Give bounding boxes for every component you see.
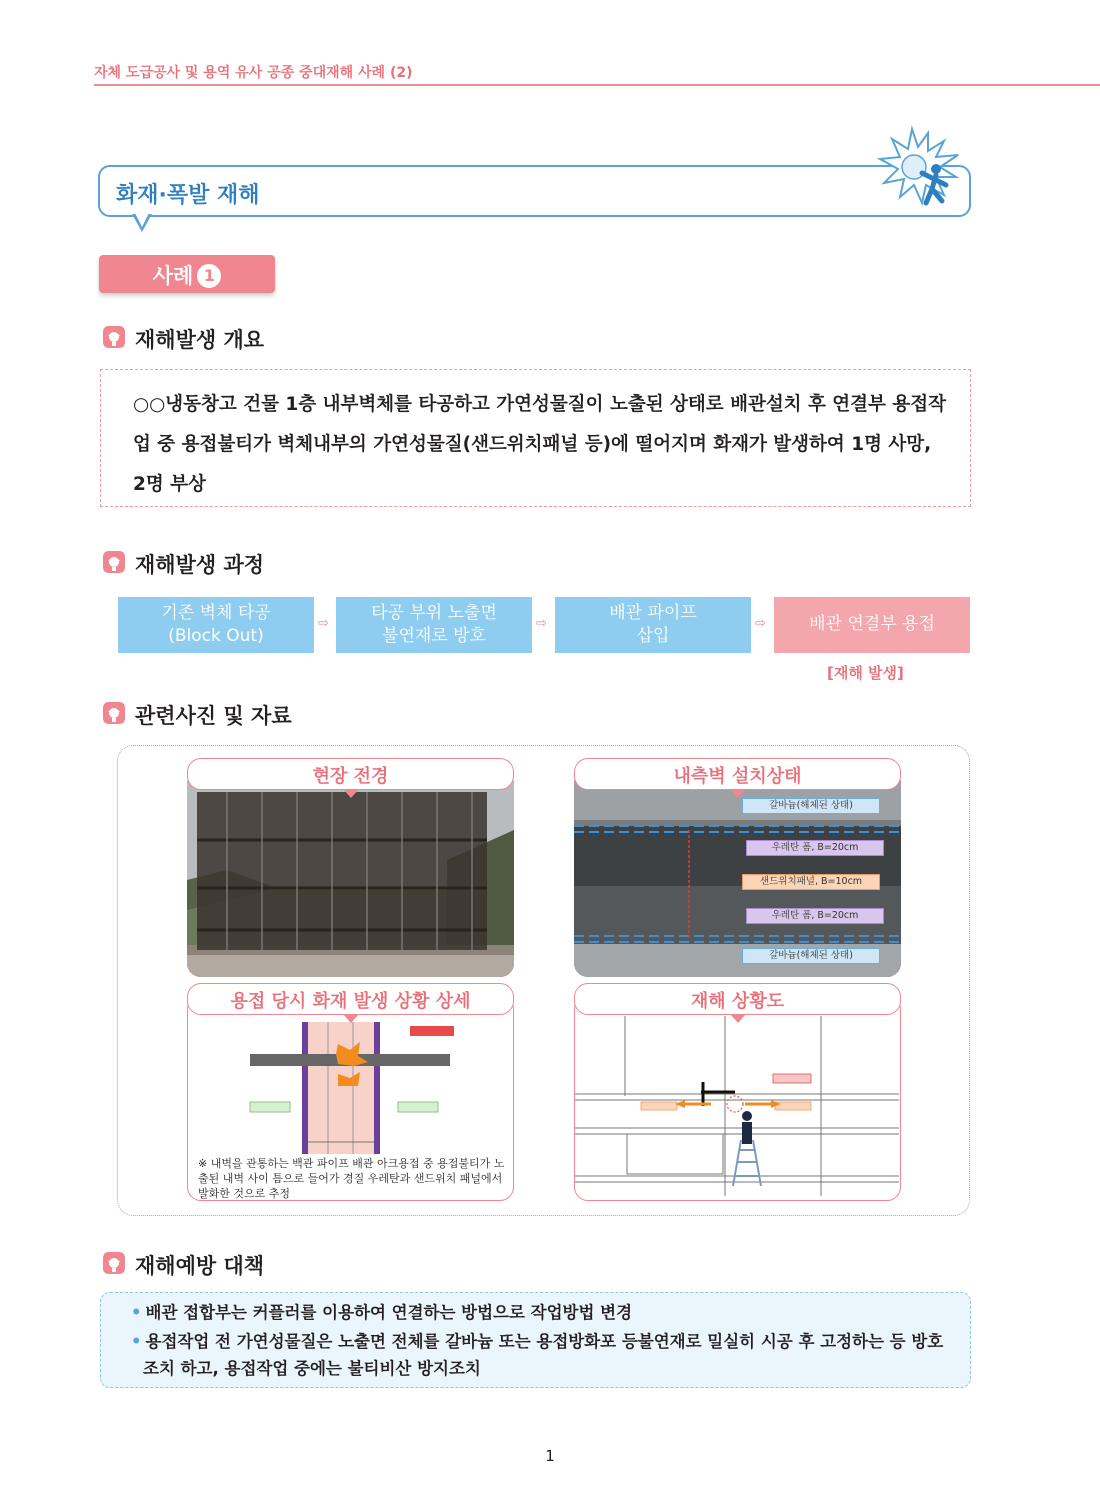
measure-item-2-text: 용접작업 전 가연성물질은 노출면 전체를 갈바늄 또는 용접방화포 등불연재로 밀실히 시공 후 고정하는 등 방호조치 하고, 용접작업 중에는 불티비산 방지조치 (143, 1332, 944, 1378)
process-step-3 (555, 597, 751, 653)
process-step-4 (774, 597, 970, 653)
site-view-caption-text: 현장 전경 (312, 766, 389, 787)
process-arrow-icon: ⇨ (755, 616, 766, 631)
worker-head-icon (103, 551, 125, 573)
situation-map-caption (574, 983, 901, 1015)
process-step-3-line2: 삽입 (636, 626, 670, 646)
fire-detail-note: ※ 내벽을 관통하는 백관 파이프 배관 아크용접 중 용접불티가 노출된 내벽 사이 틈으로 들어가 경질 우레탄과 샌드위치 패널에서 발화한 것으로 추정 (198, 1157, 505, 1200)
process-arrow-icon: ⇨ (318, 616, 329, 631)
situation-map-caption-text: 재해 상황도 (690, 991, 785, 1012)
process-step-1-line1: 기존 벽체 타공 (161, 603, 271, 623)
measure-item-2 (131, 1328, 951, 1382)
inner-wall-caption-text: 내측벽 설치상태 (673, 766, 802, 787)
fire-detail-caption (187, 983, 514, 1015)
inner-wall-caption (574, 758, 901, 790)
accident-floor-plan (575, 1016, 899, 1196)
overview-text: ○○냉동창고 건물 1층 내부벽체를 타공하고 가연성물질이 노출된 상태로 배관설치 후 연결부 용접작업 중 용접불티가 벽체내부의 가연성물질(샌드위치패널 등)에 떨어지며 화재가 발생하여 1명 사망, 2명 부상 (133, 394, 946, 495)
case-tab-label: 사례 (152, 264, 194, 288)
process-step-1-line2: (Block Out) (168, 626, 264, 646)
case-number-badge: 1 (197, 264, 221, 288)
header-rule (94, 84, 1100, 86)
site-view-photo (187, 770, 514, 977)
overview-box (100, 369, 971, 507)
photos-heading-text: 관련사진 및 자료 (135, 704, 292, 728)
wall-label-4: 우레탄 폼, B=20cm (746, 908, 884, 924)
process-step-2-line2: 불연재로 방호 (382, 626, 486, 646)
process-step-4-line1: 배관 연결부 용접 (809, 614, 935, 634)
bullet-icon: • (131, 1332, 142, 1351)
wall-label-2: 우레탄 폼, B=20cm (746, 840, 884, 856)
measure-item-1 (131, 1299, 951, 1326)
wall-label-3: 샌드위치패널, B=10cm (742, 874, 880, 890)
measures-box (100, 1292, 971, 1388)
wall-label-5: 갈바늄(해체된 상태) (742, 948, 880, 964)
caption-pointer (343, 1014, 359, 1023)
measures-heading-text: 재해예방 대책 (135, 1254, 265, 1278)
case-tab-content (99, 260, 275, 290)
situation-map-panel (574, 995, 901, 1201)
worker-head-icon (103, 326, 125, 348)
burnt-building-image (187, 770, 514, 977)
disaster-occurred-label: [재해 발생] (827, 664, 904, 682)
process-heading-text: 재해발생 과정 (135, 553, 265, 577)
fire-detail-panel (187, 995, 514, 1201)
worker-head-icon (103, 702, 125, 724)
bullet-icon: • (131, 1303, 142, 1322)
worker-head-icon (103, 1252, 125, 1274)
fire-detail-caption-text: 용접 당시 화재 발생 상황 상세 (230, 991, 471, 1012)
caption-pointer (730, 1014, 746, 1023)
process-step-2-line1: 타공 부위 노출면 (371, 603, 497, 623)
section-title-box (98, 165, 971, 217)
process-step-2 (336, 597, 532, 653)
page-number: 1 (545, 1447, 555, 1465)
explosion-hazard-icon (874, 125, 964, 215)
site-view-caption (187, 758, 514, 790)
process-arrow-icon: ⇨ (536, 616, 547, 631)
process-step-3-line1: 배관 파이프 (609, 603, 697, 623)
running-header: 자체 도급공사 및 용역 유사 공종 중대재해 사례 (2) (94, 65, 413, 81)
wall-label-1: 갈바늄(해체된 상태) (742, 798, 880, 814)
caption-pointer (730, 789, 746, 798)
section-title: 화재·폭발 재해 (116, 183, 260, 208)
inner-wall-photo (574, 770, 901, 977)
overview-heading-text: 재해발생 개요 (135, 328, 265, 352)
caption-pointer (343, 789, 359, 798)
process-step-1 (118, 597, 314, 653)
weld-fire-diagram (188, 1014, 512, 1164)
case-tab (99, 255, 275, 293)
measure-item-1-text: 배관 접합부는 커플러를 이용하여 연결하는 방법으로 작업방법 변경 (145, 1303, 633, 1322)
title-bubble-tail-inner (135, 213, 149, 227)
